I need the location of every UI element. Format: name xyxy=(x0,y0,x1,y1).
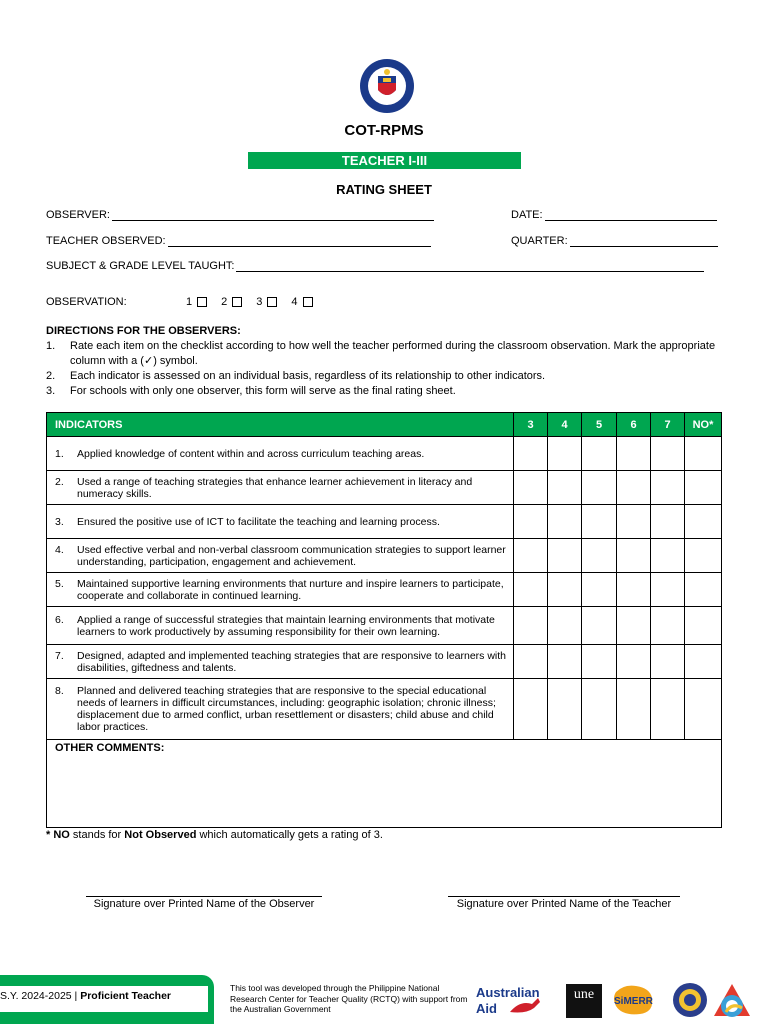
rating-cell[interactable] xyxy=(514,679,548,740)
observer-label: OBSERVER: xyxy=(46,209,110,221)
rating-cell[interactable] xyxy=(514,539,548,573)
rating-cell[interactable] xyxy=(685,437,722,471)
rating-cell[interactable] xyxy=(617,607,651,645)
rating-cell[interactable] xyxy=(651,437,685,471)
svg-text:SiMERR: SiMERR xyxy=(614,996,653,1007)
indicator-cell: 2. Used a range of teaching strategies that enhance learner achievement in literacy and numeracy skills. xyxy=(47,471,514,505)
direction-item: 3. For schools with only one observer, this form will serve as the final rating sheet. xyxy=(46,385,456,397)
table-row xyxy=(47,573,722,607)
other-comments-box[interactable] xyxy=(47,740,722,828)
comments-row xyxy=(47,740,722,828)
teacher-observed-field[interactable] xyxy=(46,235,431,247)
column-header-4: 4 xyxy=(548,413,582,437)
indicator-cell: 7. Designed, adapted and implemented teaching strategies that are responsive to learners with disabilities, giftedness and talents. xyxy=(47,645,514,679)
direction-item: 1. Rate each item on the checklist according to how well the teacher performed during the classroom observation. Mark the appropriate column with a (✓) symbol. xyxy=(46,340,716,367)
university-seal-logo xyxy=(672,982,708,1018)
observation-label: OBSERVATION: xyxy=(46,296,127,308)
svg-text:Australian: Australian xyxy=(476,985,540,1000)
svg-text:Aid: Aid xyxy=(476,1001,497,1016)
rating-cell[interactable] xyxy=(582,437,617,471)
subject-line[interactable] xyxy=(236,260,704,272)
rating-cell[interactable] xyxy=(685,573,722,607)
indicators-table xyxy=(46,412,722,828)
observer-field[interactable] xyxy=(46,209,434,221)
rating-cell[interactable] xyxy=(685,505,722,539)
table-row xyxy=(47,539,722,573)
observation-row xyxy=(46,296,327,308)
rating-cell[interactable] xyxy=(548,471,582,505)
subject-field[interactable] xyxy=(46,260,704,272)
rating-cell[interactable] xyxy=(685,645,722,679)
checkbox-4[interactable] xyxy=(303,297,313,307)
table-row xyxy=(47,437,722,471)
indicator-cell: 6. Applied a range of successful strategies that maintain learning environments that motivate learners to work productively by assuming responsibility for their own learning. xyxy=(47,607,514,645)
observation-option-2[interactable]: 2 xyxy=(221,296,242,308)
column-header-7: 7 xyxy=(651,413,685,437)
rating-cell[interactable] xyxy=(651,505,685,539)
rating-cell[interactable] xyxy=(617,539,651,573)
table-row xyxy=(47,679,722,740)
rating-sheet-subtitle: RATING SHEET xyxy=(336,182,432,197)
column-header-3: 3 xyxy=(514,413,548,437)
checkbox-3[interactable] xyxy=(267,297,277,307)
indicator-cell: 5. Maintained supportive learning environments that nurture and inspire learners to participate, cooperate and collaborate in continued learning. xyxy=(47,573,514,607)
rating-cell[interactable] xyxy=(651,573,685,607)
rctq-logo xyxy=(712,982,752,1020)
page-title: COT-RPMS xyxy=(344,122,424,139)
rating-cell[interactable] xyxy=(548,645,582,679)
indicator-cell: 4. Used effective verbal and non-verbal classroom communication strategies to support learner understanding, participation, engagement and achievement. xyxy=(47,539,514,573)
table-row xyxy=(47,471,722,505)
observation-option-3[interactable]: 3 xyxy=(256,296,277,308)
rating-cell[interactable] xyxy=(685,679,722,740)
subject-label: SUBJECT & GRADE LEVEL TAUGHT: xyxy=(46,260,235,272)
rating-cell[interactable] xyxy=(582,607,617,645)
rating-cell[interactable] xyxy=(514,645,548,679)
date-field[interactable] xyxy=(511,209,717,221)
indicator-cell: 8. Planned and delivered teaching strategies that are responsive to the special educational needs of learners in difficult circumstances, including: geographic isolation; chronic illness; displacement due to armed conflict, urban resettlement or disasters; child abuse and child labor practices. xyxy=(47,679,514,740)
table-row xyxy=(47,505,722,539)
rating-cell[interactable] xyxy=(651,679,685,740)
australian-aid-logo xyxy=(476,984,556,1018)
other-comments-label: OTHER COMMENTS: xyxy=(55,742,165,754)
rating-cell[interactable] xyxy=(651,607,685,645)
deped-seal-logo xyxy=(350,58,424,114)
checkbox-2[interactable] xyxy=(232,297,242,307)
rating-cell[interactable] xyxy=(685,471,722,505)
direction-item: 2. Each indicator is assessed on an individual basis, regardless of its relationship to other indicators. xyxy=(46,370,546,382)
rating-cell[interactable] xyxy=(514,607,548,645)
quarter-field[interactable] xyxy=(511,235,718,247)
rating-cell[interactable] xyxy=(617,573,651,607)
simerr-logo xyxy=(610,982,656,1018)
rating-cell[interactable] xyxy=(582,505,617,539)
column-header-5: 5 xyxy=(582,413,617,437)
table-row xyxy=(47,645,722,679)
rating-cell[interactable] xyxy=(548,573,582,607)
footer-note: This tool was developed through the Philippine National Research Center for Teacher Quality (RCTQ) with support from the Australian Government xyxy=(230,983,468,1014)
teacher-observed-line[interactable] xyxy=(168,235,431,247)
rating-cell[interactable] xyxy=(514,437,548,471)
rating-cell[interactable] xyxy=(582,471,617,505)
observation-option-1[interactable]: 1 xyxy=(186,296,207,308)
indicator-cell: 1. Applied knowledge of content within and across curriculum teaching areas. xyxy=(47,437,514,471)
rating-cell[interactable] xyxy=(617,645,651,679)
rating-cell[interactable] xyxy=(685,539,722,573)
indicators-header: INDICATORS xyxy=(47,413,514,437)
rating-cell[interactable] xyxy=(582,679,617,740)
quarter-label: QUARTER: xyxy=(511,235,568,247)
rating-cell[interactable] xyxy=(617,679,651,740)
observer-line[interactable] xyxy=(112,209,434,221)
column-header-6: 6 xyxy=(617,413,651,437)
rating-cell[interactable] xyxy=(617,471,651,505)
date-label: DATE: xyxy=(511,209,543,221)
observation-option-4[interactable]: 4 xyxy=(291,296,312,308)
table-row xyxy=(47,607,722,645)
rating-cell[interactable] xyxy=(548,539,582,573)
rating-cell[interactable] xyxy=(548,679,582,740)
rating-cell[interactable] xyxy=(582,539,617,573)
checkbox-1[interactable] xyxy=(197,297,207,307)
rating-cell[interactable] xyxy=(582,645,617,679)
column-header-no: NO* xyxy=(685,413,722,437)
rating-cell[interactable] xyxy=(617,505,651,539)
teacher-observed-label: TEACHER OBSERVED: xyxy=(46,235,166,247)
rating-cell[interactable] xyxy=(651,471,685,505)
rating-cell[interactable] xyxy=(548,607,582,645)
footer-school-year: S.Y. 2024-2025 | Proficient Teacher xyxy=(0,986,208,1012)
rating-cell[interactable] xyxy=(548,505,582,539)
directions xyxy=(46,324,726,399)
indicator-cell: 3. Ensured the positive use of ICT to facilitate the teaching and learning process. xyxy=(47,505,514,539)
rating-cell[interactable] xyxy=(514,573,548,607)
teacher-signature-line: Signature over Printed Name of the Teacher xyxy=(448,896,680,910)
rating-cell[interactable] xyxy=(582,573,617,607)
table-header-row xyxy=(47,413,722,437)
observer-signature-line: Signature over Printed Name of the Observer xyxy=(86,896,322,910)
rating-cell[interactable] xyxy=(617,437,651,471)
rating-cell[interactable] xyxy=(685,607,722,645)
date-line[interactable] xyxy=(545,209,717,221)
une-logo: une xyxy=(566,984,602,1018)
quarter-line[interactable] xyxy=(570,235,718,247)
footnote: * NO stands for Not Observed which automatically gets a rating of 3. xyxy=(46,829,383,841)
rating-cell[interactable] xyxy=(548,437,582,471)
rating-cell[interactable] xyxy=(514,471,548,505)
rating-cell[interactable] xyxy=(651,645,685,679)
directions-title: DIRECTIONS FOR THE OBSERVERS: xyxy=(46,325,241,337)
teacher-level-banner: TEACHER I-III xyxy=(248,152,521,169)
rating-cell[interactable] xyxy=(514,505,548,539)
rating-cell[interactable] xyxy=(651,539,685,573)
